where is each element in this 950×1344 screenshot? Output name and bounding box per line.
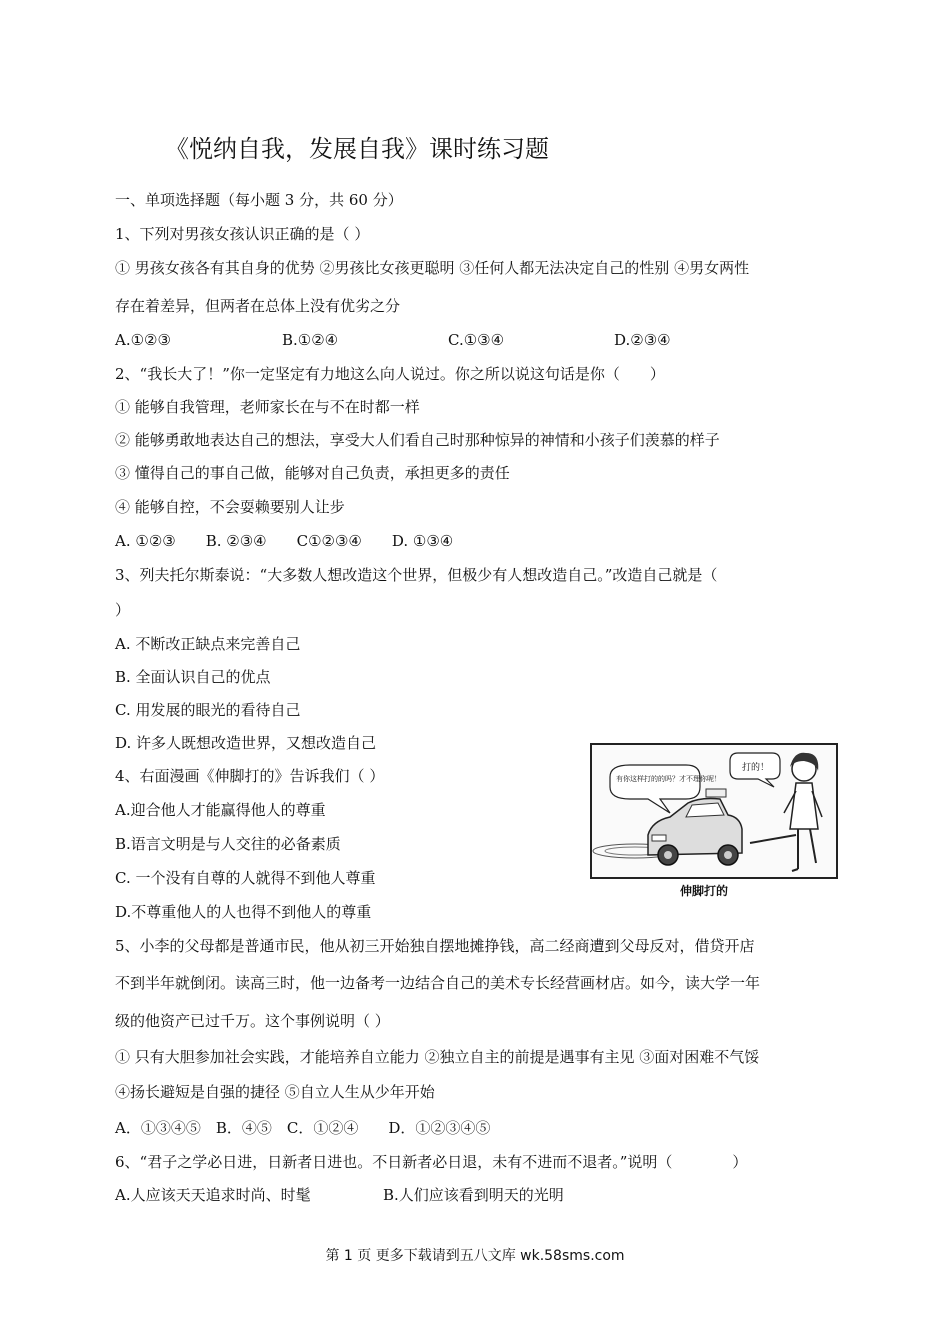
section-heading: 一、单项选择题（每小题 3 分，共 60 分） — [115, 191, 403, 209]
q3-option-b: B. 全面认识自己的优点 — [115, 668, 271, 686]
q2-item-2: ② 能够勇敢地表达自己的想法，享受大人们看自己时那种惊异的神情和小孩子们羡慕的样子 — [115, 431, 720, 449]
q1-statements-line1: ① 男孩女孩各有其自身的优势 ②男孩比女孩更聪明 ③任何人都无法决定自己的性别 ④男女两性 — [115, 259, 750, 277]
comic-bubble-right: 打的！ — [742, 763, 770, 773]
q1-stem: 1、下列对男孩女孩认识正确的是（ ） — [115, 225, 370, 243]
q6-option-a: A.人应该天天追求时尚、时髦 — [115, 1186, 311, 1204]
q2-stem: 2、“我长大了！”你一定坚定有力地这么向人说过。你之所以说这句话是你（ ） — [115, 365, 665, 383]
q1-option-a: A.①②③ — [115, 331, 171, 349]
q3-option-a: A. 不断改正缺点来完善自己 — [115, 635, 301, 653]
q4-option-b: B.语言文明是与人交往的必备素质 — [115, 835, 341, 853]
q2-item-1: ① 能够自我管理，老师家长在与不在时都一样 — [115, 398, 420, 416]
q6-option-b: B.人们应该看到明天的光明 — [383, 1186, 564, 1204]
q1-option-d: D.②③④ — [614, 331, 671, 349]
page-footer: 第 1 页 更多下载请到五八文库 wk.58sms.com — [325, 1248, 625, 1264]
q4-stem: 4、右面漫画《伸脚打的》告诉我们（ ） — [115, 767, 385, 785]
q5-line-5: ④扬长避短是自强的捷径 ⑤自立人生从少年开始 — [115, 1083, 435, 1101]
q3-option-c: C. 用发展的眼光的看待自己 — [115, 701, 301, 719]
q3-stem-line1: 3、列夫托尔斯泰说：“大多数人想改造这个世界，但极少有人想改造自己。”改造自己就是（ — [115, 566, 718, 584]
q5-options: A．①③④⑤ B．④⑤ C．①②④ D．①②③④⑤ — [115, 1119, 491, 1137]
q5-line-3: 级的他资产已过千万。这个事例说明（ ） — [115, 1012, 390, 1030]
comic-illustration — [590, 743, 838, 901]
q1-statements-line2: 存在着差异，但两者在总体上没有优劣之分 — [115, 297, 401, 315]
q2-options: A. ①②③ B. ②③④ C①②③④ D. ①③④ — [115, 532, 454, 550]
q3-option-d: D. 许多人既想改造世界，又想改造自己 — [115, 734, 377, 752]
q2-item-4: ④ 能够自控，不会耍赖要别人让步 — [115, 498, 345, 516]
q4-option-a: A.迎合他人才能赢得他人的尊重 — [115, 801, 326, 819]
q1-option-c: C.①③④ — [448, 331, 505, 349]
q3-stem-line2: ） — [115, 601, 131, 619]
q5-line-1: 5、小李的父母都是普通市民，他从初三开始独自摆地摊挣钱，高二经商遭到父母反对，借贷开店 — [115, 937, 755, 955]
q2-item-3: ③ 懂得自己的事自己做，能够对自己负责，承担更多的责任 — [115, 464, 510, 482]
q5-line-2: 不到半年就倒闭。读高三时，他一边备考一边结合自己的美术专长经营画材店。如今，读大学一年 — [115, 974, 761, 992]
q1-option-b: B.①②④ — [282, 331, 339, 349]
page-title: 《悦纳自我，发展自我》课时练习题 — [165, 135, 549, 163]
q4-option-d: D.不尊重他人的人也得不到他人的尊重 — [115, 903, 372, 921]
comic-bubble-left: 有你这样打的的吗？才不理你呢！ — [616, 775, 721, 783]
q4-option-c: C. 一个没有自尊的人就得不到他人尊重 — [115, 869, 376, 887]
q5-line-4: ① 只有大胆参加社会实践，才能培养自立能力 ②独立自主的前提是遇事有主见 ③面对困难不气馁 — [115, 1048, 760, 1066]
q6-stem: 6、“君子之学必日进，日新者日进也。不日新者必日退，未有不进而不退者。”说明（ ） — [115, 1153, 748, 1171]
comic-caption: 伸脚打的 — [680, 884, 729, 898]
